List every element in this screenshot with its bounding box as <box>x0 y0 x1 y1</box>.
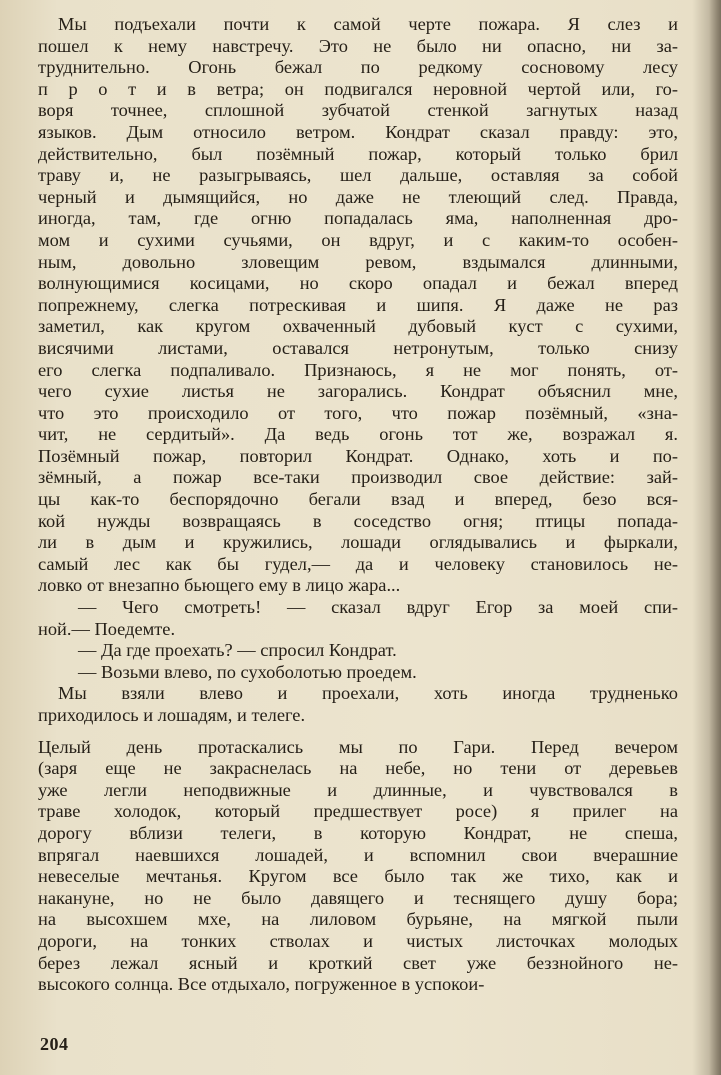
text-line: траву и, не разыгрываясь, шел дальше, оставляя за собой <box>38 165 678 186</box>
text-line: невеселые мечтанья. Кругом все было так же тихо, как и <box>38 866 678 887</box>
text-line: пошел к нему навстречу. Это не было ни опасно, ни за- <box>38 35 678 56</box>
text-line: действительно, был позёмный пожар, который только брил <box>38 143 678 164</box>
paragraph <box>38 662 678 684</box>
text-line: чего сухие листья не загорались. Кондрат объяснил мне, <box>38 381 678 402</box>
text-line: дороги, на тонких стволах и чистых листочках молодых <box>38 930 678 951</box>
text-line: приходилось и лошадям, и телеге. <box>38 705 306 725</box>
text-line: труднительно. Огонь бежал по редкому сосновому лесу <box>38 57 678 78</box>
text-line: Целый день протаскались мы по Гари. Перед вечером <box>38 736 678 757</box>
text-line: (заря еще не закраснелась на небе, но тени от деревьев <box>38 758 678 779</box>
text-line: иногда, там, где огню попадалась яма, наполненная дро- <box>38 208 678 229</box>
text-line: волнующимися косицами, но скоро опадал и бежал вперед <box>38 273 678 294</box>
text-line: ным, довольно зловещим ревом, вздымался длинными, <box>38 251 678 272</box>
text-line: на высохшем мхе, на лиловом бурьяне, на мягкой пыли <box>38 909 678 930</box>
text-line: дорогу вблизи телеги, в которую Кондрат, не спеша, <box>38 822 678 843</box>
text-line: — Да где проехать? — спросил Кондрат. <box>78 640 397 661</box>
page-number: 204 <box>40 1034 69 1054</box>
text-line: Мы взяли влево и проехали, хоть иногда трудненько <box>58 683 678 704</box>
paragraph <box>38 597 678 640</box>
text-line: Мы подъехали почти к самой черте пожара. Я слез и <box>58 14 678 34</box>
text-line: — Возьми влево, по сухоболотью проедем. <box>78 661 417 682</box>
paragraph <box>38 640 678 662</box>
text-line: берез лежал ясный и кроткий свет уже беззнойного не- <box>38 952 678 973</box>
text-line: мом и сухими сучьями, он вдруг, и с каким-то особен- <box>38 229 678 250</box>
text-line: черный и дымящийся, но даже не тлеющий след. Правда, <box>38 186 678 207</box>
paragraph-gap <box>38 727 678 737</box>
text-line: ли в дым и кружились, лошади оглядывались и фыркали, <box>38 532 678 553</box>
text-line: накануне, но не было давящего и теснящего душу бора; <box>38 887 678 908</box>
text-line: чит, не сердитый». Да ведь огонь тот же, возражал я. <box>38 424 678 445</box>
text-line: заметил, как кругом охваченный дубовый куст с сухими, <box>38 316 678 337</box>
text-line: самый лес как бы гудел,— да и человеку становилось не- <box>38 553 678 574</box>
text-line: попрежнему, слегка потрескивая и шипя. Я даже не раз <box>38 294 678 315</box>
body-text <box>38 14 678 996</box>
text-line: воря точнее, сплошной зубчатой стенкой загнутых назад <box>38 100 678 121</box>
text-line: Позёмный пожар, повторил Кондрат. Однако, хоть и по- <box>38 445 678 466</box>
page-edge-shadow <box>709 0 721 1075</box>
text-line: — Чего смотреть! — сказал вдруг Егор за моей спи- <box>78 597 678 618</box>
text-line: цы как-то беспорядочно бегали взад и вперед, безо вся- <box>38 489 678 510</box>
text-line: уже легли неподвижные и длинные, и чувствовался в <box>38 779 678 800</box>
text-line: языков. Дым относило ветром. Кондрат сказал правду: это, <box>38 121 678 142</box>
text-line: п р о т и в ветра; он подвигался неровной чертой или, го- <box>38 78 678 99</box>
text-line: траве холодок, который предшествует росе) я прилег на <box>38 801 678 822</box>
paragraph <box>38 737 678 996</box>
text-line: высокого солнца. Все отдыхало, погруженное в успокои- <box>38 974 485 995</box>
text-line: ной.— Поедемте. <box>38 618 176 639</box>
text-line: висячими листами, оставался нетронутым, только снизу <box>38 337 678 358</box>
paragraph <box>38 683 678 726</box>
text-line: ловко от внезапно бьющего ему в лицо жара... <box>38 575 401 596</box>
text-line: зёмный, а пожар все-таки производил свое действие: зай- <box>38 467 678 488</box>
text-line: впрягал наевшихся лошадей, и вспомнил свои вчерашние <box>38 844 678 865</box>
text-line: его слегка подпаливало. Признаюсь, я не мог понять, от- <box>38 359 678 380</box>
paragraph <box>38 14 678 597</box>
text-line: что это происходило от того, что пожар позёмный, «зна- <box>38 402 678 423</box>
text-line: кой нужды возвращаясь в соседство огня; птицы попада- <box>38 510 678 531</box>
